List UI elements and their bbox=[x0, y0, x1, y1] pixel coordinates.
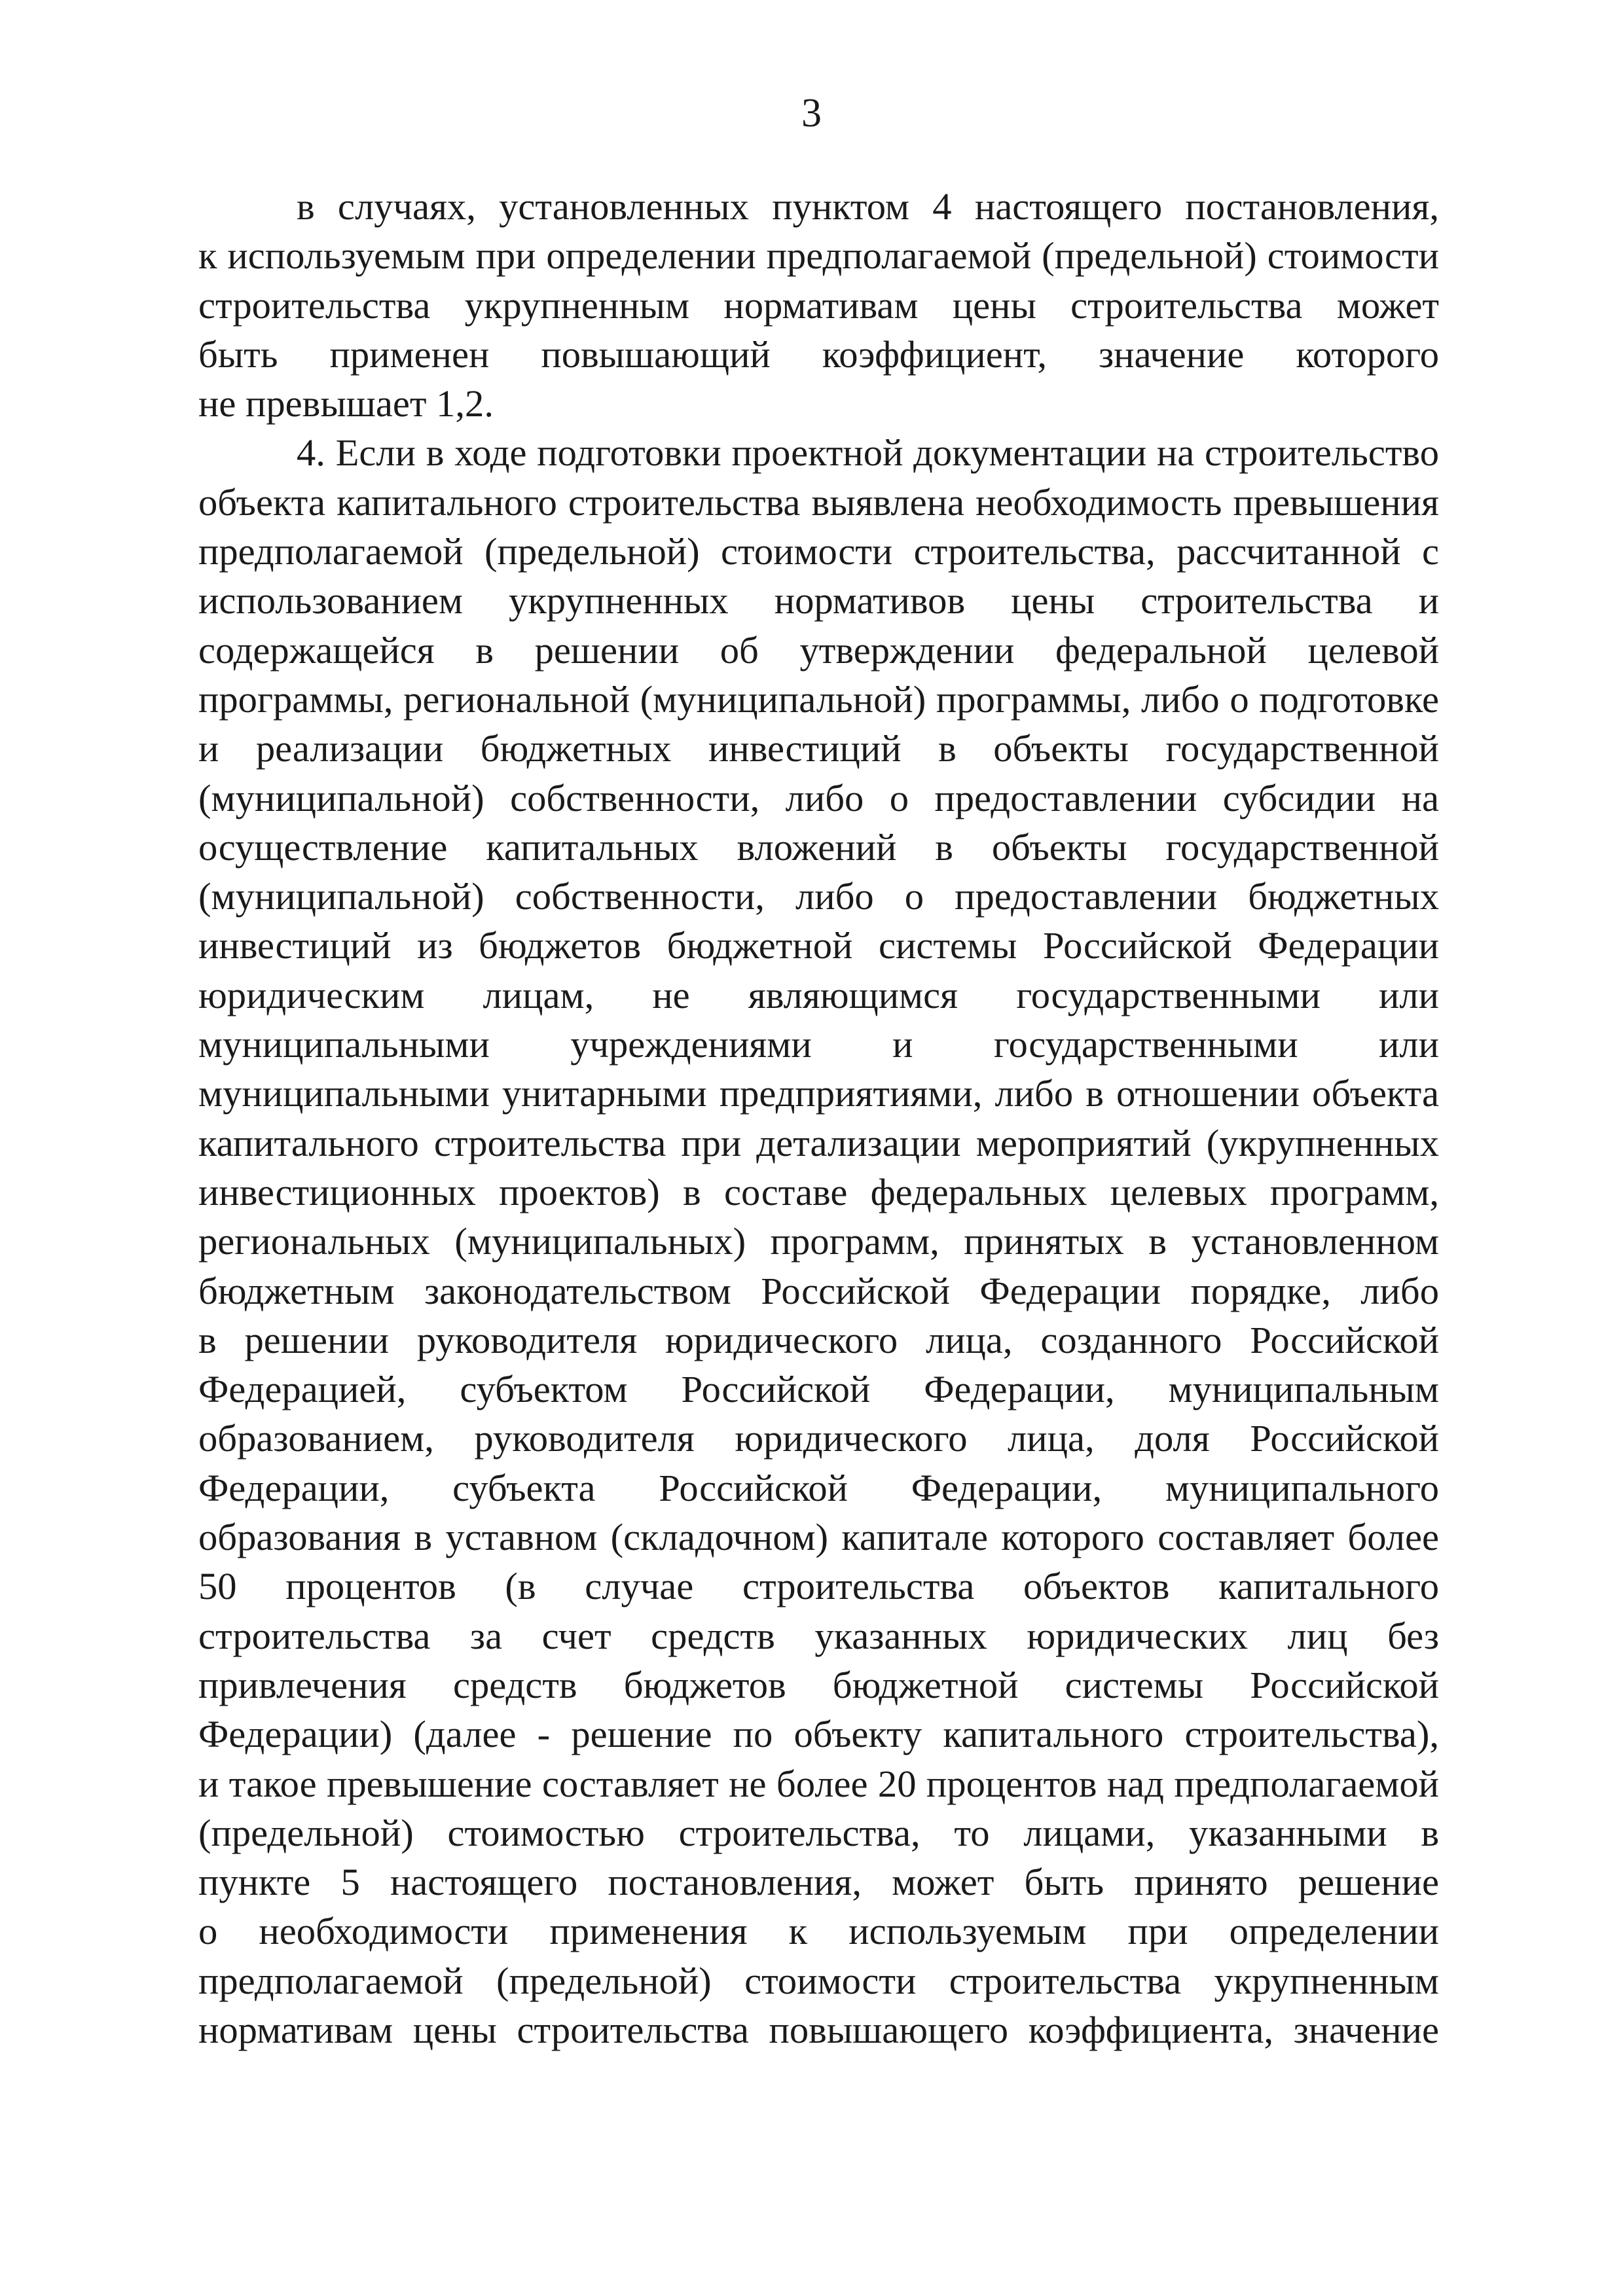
text-line: бюджетным законодательством Российской Федерации порядке, либо bbox=[198, 1269, 1439, 1312]
text-line: не превышает 1,2. bbox=[198, 382, 494, 425]
text-line: Федерацией, субъектом Российской Федерации, муниципальным bbox=[198, 1368, 1439, 1411]
text-line: привлечения средств бюджетов бюджетной системы Российской bbox=[198, 1663, 1439, 1706]
text-line: о необходимости применения к используемым при определении bbox=[198, 1910, 1439, 1953]
text-line: (муниципальной) собственности, либо о предоставлении бюджетных bbox=[198, 875, 1439, 918]
text-line: 4. Если в ходе подготовки проектной документации на строительство bbox=[297, 431, 1439, 475]
text-line: строительства за счет средств указанных юридических лиц без bbox=[198, 1614, 1439, 1657]
text-line: программы, региональной (муниципальной) программы, либо о подготовке bbox=[198, 677, 1439, 721]
text-line: предполагаемой (предельной) стоимости строительства укрупненным bbox=[198, 1959, 1439, 2002]
text-line: муниципальными унитарными предприятиями, либо в отношении объекта bbox=[198, 1072, 1439, 1115]
text-line: (муниципальной) собственности, либо о предоставлении субсидии на bbox=[198, 776, 1439, 819]
document-body bbox=[198, 182, 1439, 2054]
text-line: (предельной) стоимостью строительства, то лицами, указанными в bbox=[198, 1811, 1439, 1854]
text-line: в случаях, установленных пунктом 4 настоящего постановления, bbox=[297, 185, 1439, 228]
text-line: 50 процентов (в случае строительства объектов капитального bbox=[198, 1565, 1439, 1608]
text-line: в решении руководителя юридического лица, созданного Российской bbox=[198, 1318, 1439, 1361]
text-line: предполагаемой (предельной) стоимости строительства, рассчитанной с bbox=[198, 530, 1439, 573]
text-line: и такое превышение составляет не более 20 процентов над предполагаемой bbox=[198, 1762, 1439, 1805]
text-line: инвестиционных проектов) в составе федеральных целевых программ, bbox=[198, 1170, 1439, 1213]
text-line: образованием, руководителя юридического лица, доля Российской bbox=[198, 1417, 1439, 1460]
text-line: юридическим лицам, не являющимся государственными или bbox=[198, 973, 1439, 1016]
paragraph-continuation bbox=[198, 182, 1439, 428]
paragraph-item-4 bbox=[198, 428, 1439, 2054]
page-number: 3 bbox=[801, 91, 822, 135]
text-line: инвестиций из бюджетов бюджетной системы Российской Федерации bbox=[198, 924, 1439, 967]
text-line: к используемым при определении предполагаемой (предельной) стоимости bbox=[198, 234, 1439, 278]
text-line: строительства укрупненным нормативам цены строительства может bbox=[198, 283, 1439, 327]
text-line: нормативам цены строительства повышающего коэффициента, значение bbox=[198, 2008, 1439, 2051]
text-line: содержащейся в решении об утверждении федеральной целевой bbox=[198, 628, 1439, 672]
text-line: образования в уставном (складочном) капитале которого составляет более bbox=[198, 1516, 1439, 1559]
text-line: капитального строительства при детализации мероприятий (укрупненных bbox=[198, 1121, 1439, 1164]
text-line: региональных (муниципальных) программ, принятых в установленном bbox=[198, 1220, 1439, 1263]
text-line: муниципальными учреждениями и государственными или bbox=[198, 1023, 1439, 1066]
text-line: Федерации) (далее - решение по объекту капитального строительства), bbox=[198, 1713, 1439, 1756]
text-line: использованием укрупненных нормативов цены строительства и bbox=[198, 579, 1439, 622]
text-line: быть применен повышающий коэффициент, значение которого bbox=[198, 332, 1439, 376]
text-line: осуществление капитальных вложений в объекты государственной bbox=[198, 825, 1439, 869]
text-line: объекта капитального строительства выявлена необходимость превышения bbox=[198, 480, 1439, 524]
text-line: и реализации бюджетных инвестиций в объекты государственной bbox=[198, 727, 1439, 770]
text-line: пункте 5 настоящего постановления, может быть принято решение bbox=[198, 1861, 1439, 1904]
text-line: Федерации, субъекта Российской Федерации, муниципального bbox=[198, 1466, 1439, 1509]
